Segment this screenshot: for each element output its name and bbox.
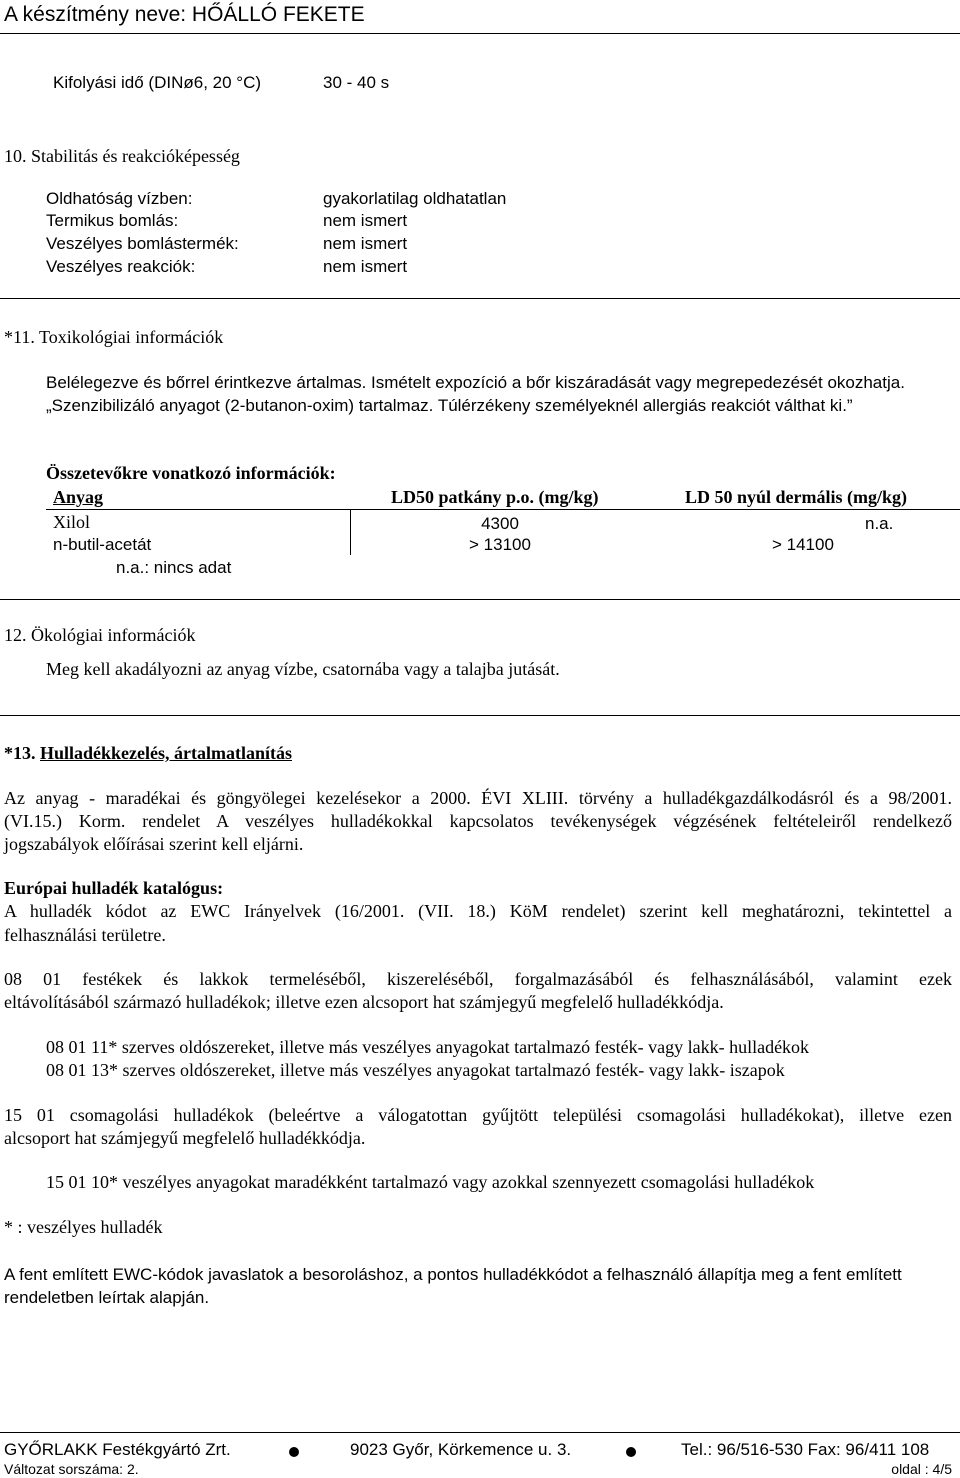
code-08-paragraph-line: 08 01 festékek és lakkok termeléséből, kiszereléséből, forgalmazásából és felhasználásából, valamint ezek	[4, 969, 952, 989]
catalog-line: A hulladék kódot az EWC Irányelvek (16/2001. (VII. 18.) KöM rendelet) szerint kell meghatározni, tekintettel a	[4, 901, 952, 921]
table-header-ld50-rabbit: LD 50 nyúl dermális (mg/kg)	[685, 487, 908, 507]
stability-value: gyakorlatilag oldhatatlan	[323, 189, 507, 208]
table-cell: Xilol	[53, 512, 91, 532]
divider	[0, 715, 960, 716]
section-13-title	[4, 743, 292, 764]
code-15-paragraph-line: alcsoport hat számjegyű megfelelő hulladékkódja.	[4, 1128, 366, 1148]
header-divider	[0, 33, 960, 34]
section-13-number: *13.	[4, 743, 36, 763]
table-cell: > 13100	[469, 535, 531, 554]
stability-value: nem ismert	[323, 257, 408, 276]
final-note-line: rendeletben leírtak alapján.	[4, 1288, 210, 1307]
section-10-title: 10. Stabilitás és reakcióképesség	[4, 146, 240, 166]
table-column-rule	[350, 509, 351, 555]
table-header-rule	[46, 509, 960, 510]
waste-paragraph-line: jogszabályok előírásai szerint kell eljárni.	[4, 834, 304, 854]
flow-time-label: Kifolyási idő (DINø6, 20 °C)	[53, 73, 262, 92]
final-note-line: A fent említett EWC-kódok javaslatok a besoroláshoz, a pontos hulladékkódot a felhasználó állapítja meg a fent említett	[4, 1265, 902, 1284]
section-12-title: 12. Ökológiai információk	[4, 625, 196, 645]
stability-label: Termikus bomlás:	[46, 211, 179, 230]
divider	[0, 298, 960, 299]
section-13-heading: Hulladékkezelés, ártalmatlanítás	[40, 743, 292, 763]
table-note: n.a.: nincs adat	[116, 558, 232, 577]
hazard-note: * : veszélyes hulladék	[4, 1217, 163, 1237]
table-cell: n.a.	[865, 514, 894, 533]
stability-label: Veszélyes bomlástermék:	[46, 234, 239, 253]
bullet-icon	[289, 1447, 299, 1457]
catalog-title: Európai hulladék katalógus:	[4, 878, 224, 898]
waste-paragraph-line: (VI.15.) Korm. rendelet A veszélyes hulladékokkal kapcsolatos tevékenységek végzésének feltételeiről rendelkező	[4, 811, 952, 831]
section-11-title: *11. Toxikológiai információk	[4, 327, 224, 347]
toxicology-line: „Szenzibilizáló anyagot (2-butanon-oxim) tartalmaz. Túlérzékeny személyeknél allergiás reakciót válthat ki.”	[46, 396, 853, 415]
footer-address: 9023 Győr, Körkemence u. 3.	[350, 1440, 572, 1459]
ecology-text: Meg kell akadályozni az anyag vízbe, csatornába vagy a talajba jutását.	[46, 659, 560, 679]
footer-page-number: oldal : 4/5	[891, 1461, 952, 1477]
document-title: A készítmény neve: HŐÁLLÓ FEKETE	[4, 3, 365, 26]
footer-divider	[0, 1432, 960, 1433]
stability-value: nem ismert	[323, 234, 408, 253]
waste-code-item: 08 01 13* szerves oldószereket, illetve más veszélyes anyagokat tartalmazó festék- vagy lakk- iszapok	[46, 1060, 785, 1080]
footer-version: Változat sorszáma: 2.	[4, 1461, 139, 1477]
table-header-substance: Anyag	[53, 487, 104, 507]
waste-paragraph-line: Az anyag - maradékai és göngyölegei kezelésekor a 2000. ÉVI XLIII. törvény a hulladékgazdálkodásról és a 98/2001.	[4, 788, 952, 808]
code-15-paragraph-line: 15 01 csomagolási hulladékok (beleértve a válogatottan gyűjtött települési csomagolási hulladékokat), illetve ezen	[4, 1105, 952, 1125]
bullet-icon	[626, 1447, 636, 1457]
table-cell: n-butil-acetát	[53, 535, 152, 554]
catalog-line: felhasználási területre.	[4, 925, 166, 945]
toxicology-line: Belélegezve és bőrrel érintkezve ártalmas. Ismételt expozíció a bőr kiszáradását vagy megrepedezését okozhatja.	[46, 373, 905, 392]
footer-company: GYŐRLAKK Festékgyártó Zrt.	[4, 1440, 231, 1459]
code-08-paragraph-line: eltávolításából származó hulladékok; illetve ezen alcsoport hat számjegyű megfelelő hulladékkódja.	[4, 992, 724, 1012]
divider	[0, 599, 960, 600]
flow-time-value: 30 - 40 s	[323, 73, 390, 92]
stability-label: Oldhatóság vízben:	[46, 189, 193, 208]
table-cell: > 14100	[772, 535, 834, 554]
footer-contact: Tel.: 96/516-530 Fax: 96/411 108	[681, 1440, 930, 1459]
table-cell: 4300	[481, 514, 519, 533]
waste-code-item: 08 01 11* szerves oldószereket, illetve más veszélyes anyagokat tartalmazó festék- vagy lakk- hulladékok	[46, 1037, 810, 1057]
components-title: Összetevőkre vonatkozó információk:	[46, 463, 336, 483]
stability-value: nem ismert	[323, 211, 408, 230]
table-header-ld50-rat: LD50 patkány p.o. (mg/kg)	[391, 487, 599, 507]
stability-label: Veszélyes reakciók:	[46, 257, 196, 276]
waste-code-item: 15 01 10* veszélyes anyagokat maradékként tartalmazó vagy azokkal szennyezett csomagolási hulladékok	[46, 1172, 815, 1192]
